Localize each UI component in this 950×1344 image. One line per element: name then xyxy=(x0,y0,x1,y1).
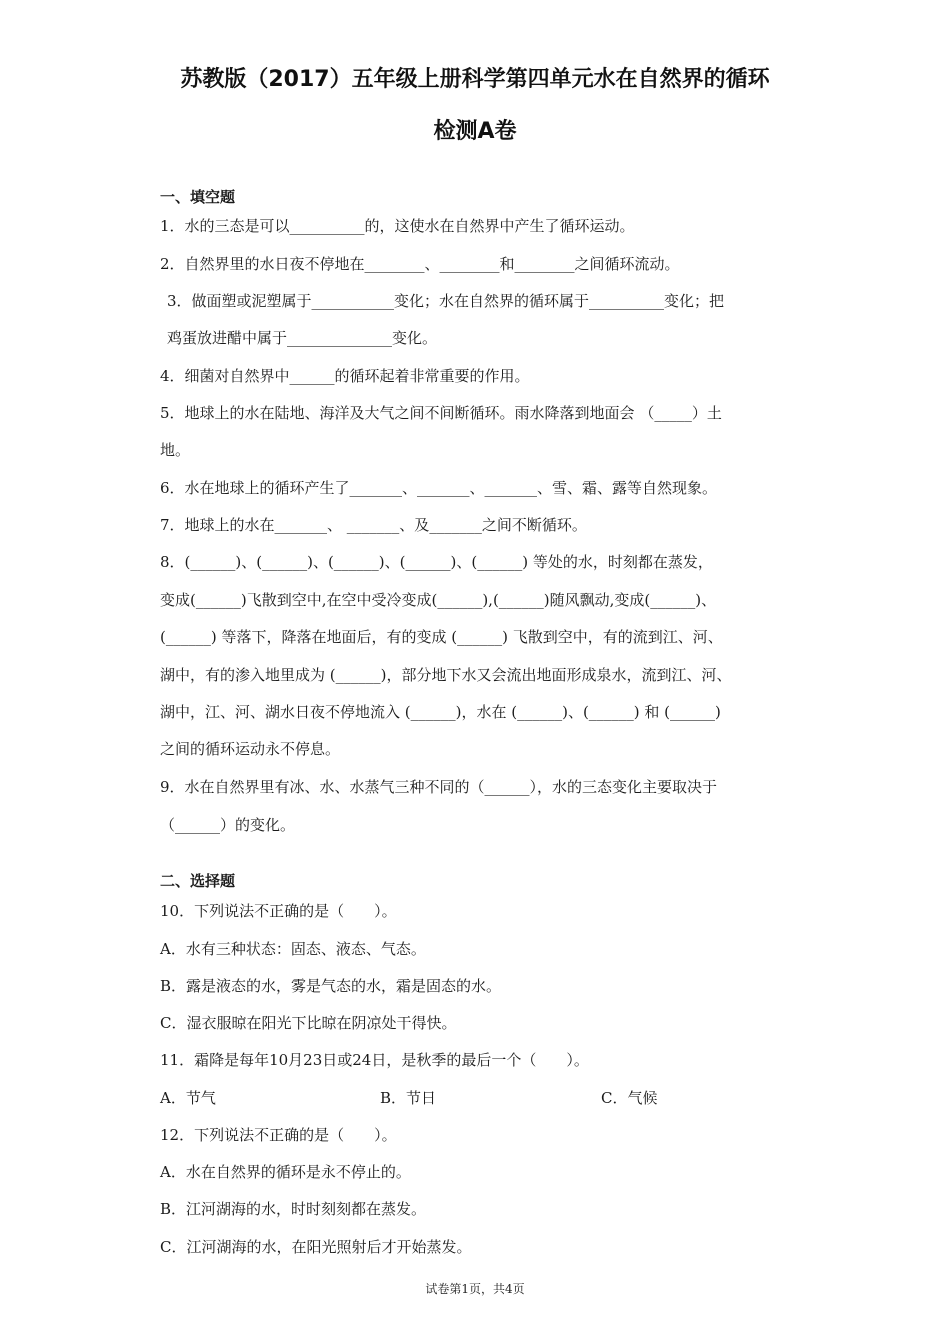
question-12-option-c: C．江河湖海的水，在阳光照射后才开始蒸发。 xyxy=(160,1238,472,1256)
question-8-line6: 之间的循环运动永不停息。 xyxy=(160,740,341,758)
question-9-cont: （______）的变化。 xyxy=(160,816,296,834)
question-10-option-c: C．湿衣服晾在阳光下比晾在阴凉处干得快。 xyxy=(160,1014,457,1032)
question-10-option-b: B．露是液态的水，雾是气态的水，霜是固态的水。 xyxy=(160,977,502,995)
question-1: 1．水的三态是可以__________的，这使水在自然界中产生了循环运动。 xyxy=(160,217,635,235)
section-choice: 二、选择题 xyxy=(160,872,236,890)
question-5-cont: 地。 xyxy=(160,441,191,459)
question-10-option-a: A．水有三种状态：固态、液态、气态。 xyxy=(160,940,426,958)
question-12-option-a: A．水在自然界的循环是永不停止的。 xyxy=(160,1163,411,1181)
question-8-line3: (______) 等落下，降落在地面后，有的变成 (______) 飞散到空中，有的流到江、河、 xyxy=(160,628,723,646)
question-8-line5: 湖中，江、河、湖水日夜不停地流入 (______)，水在 (______)、(______) 和 (______) xyxy=(160,703,721,721)
question-11-option-c: C．气候 xyxy=(601,1089,658,1107)
question-8: 8．(______)、(______)、(______)、(______)、(______) 等处的水，时刻都在蒸发， xyxy=(160,553,713,571)
question-8-line4: 湖中，有的渗入地里成为 (______)，部分地下水又会流出地面形成泉水，流到江、河、 xyxy=(160,666,732,684)
question-11-option-b: B．节日 xyxy=(380,1089,437,1107)
question-12-option-b: B．江河湖海的水，时时刻刻都在蒸发。 xyxy=(160,1200,427,1218)
page-footer: 试卷第1页，共4页 xyxy=(425,1282,525,1296)
exam-subtitle: 检测A卷 xyxy=(433,119,517,144)
question-4: 4．细菌对自然界中______的循环起着非常重要的作用。 xyxy=(160,367,530,385)
question-3: 3．做面塑或泥塑属于___________变化；水在自然界的循环属于__________变化；把 xyxy=(167,292,725,310)
question-8-line2: 变成(______)飞散到空中,在空中受冷变成(______),(______)随风飘动,变成(______)、 xyxy=(160,591,717,609)
question-11-option-a: A．节气 xyxy=(160,1089,216,1107)
question-9: 9．水在自然界里有冰、水、水蒸气三种不同的（______），水的三态变化主要取决于 xyxy=(160,778,718,796)
question-2: 2．自然界里的水日夜不停地在________、________和________之间循环流动。 xyxy=(160,255,680,273)
exam-title: 苏教版（2017）五年级上册科学第四单元水在自然界的循环 xyxy=(180,67,770,92)
question-12: 12．下列说法不正确的是（ ）。 xyxy=(160,1126,397,1144)
question-7: 7．地球上的水在_______、 _______、及_______之间不断循环。 xyxy=(160,516,587,534)
question-5: 5．地球上的水在陆地、海洋及大气之间不间断循环。雨水降落到地面会 （_____）土 xyxy=(160,404,722,422)
question-10: 10．下列说法不正确的是（ ）。 xyxy=(160,902,397,920)
section-fill-blank: 一、填空题 xyxy=(160,188,236,206)
question-6: 6．水在地球上的循环产生了_______、_______、_______、雪、霜、露等自然现象。 xyxy=(160,479,718,497)
question-11: 11．霜降是每年10月23日或24日，是秋季的最后一个（ ）。 xyxy=(160,1051,589,1069)
question-3-cont: 鸡蛋放进醋中属于______________变化。 xyxy=(167,329,438,347)
